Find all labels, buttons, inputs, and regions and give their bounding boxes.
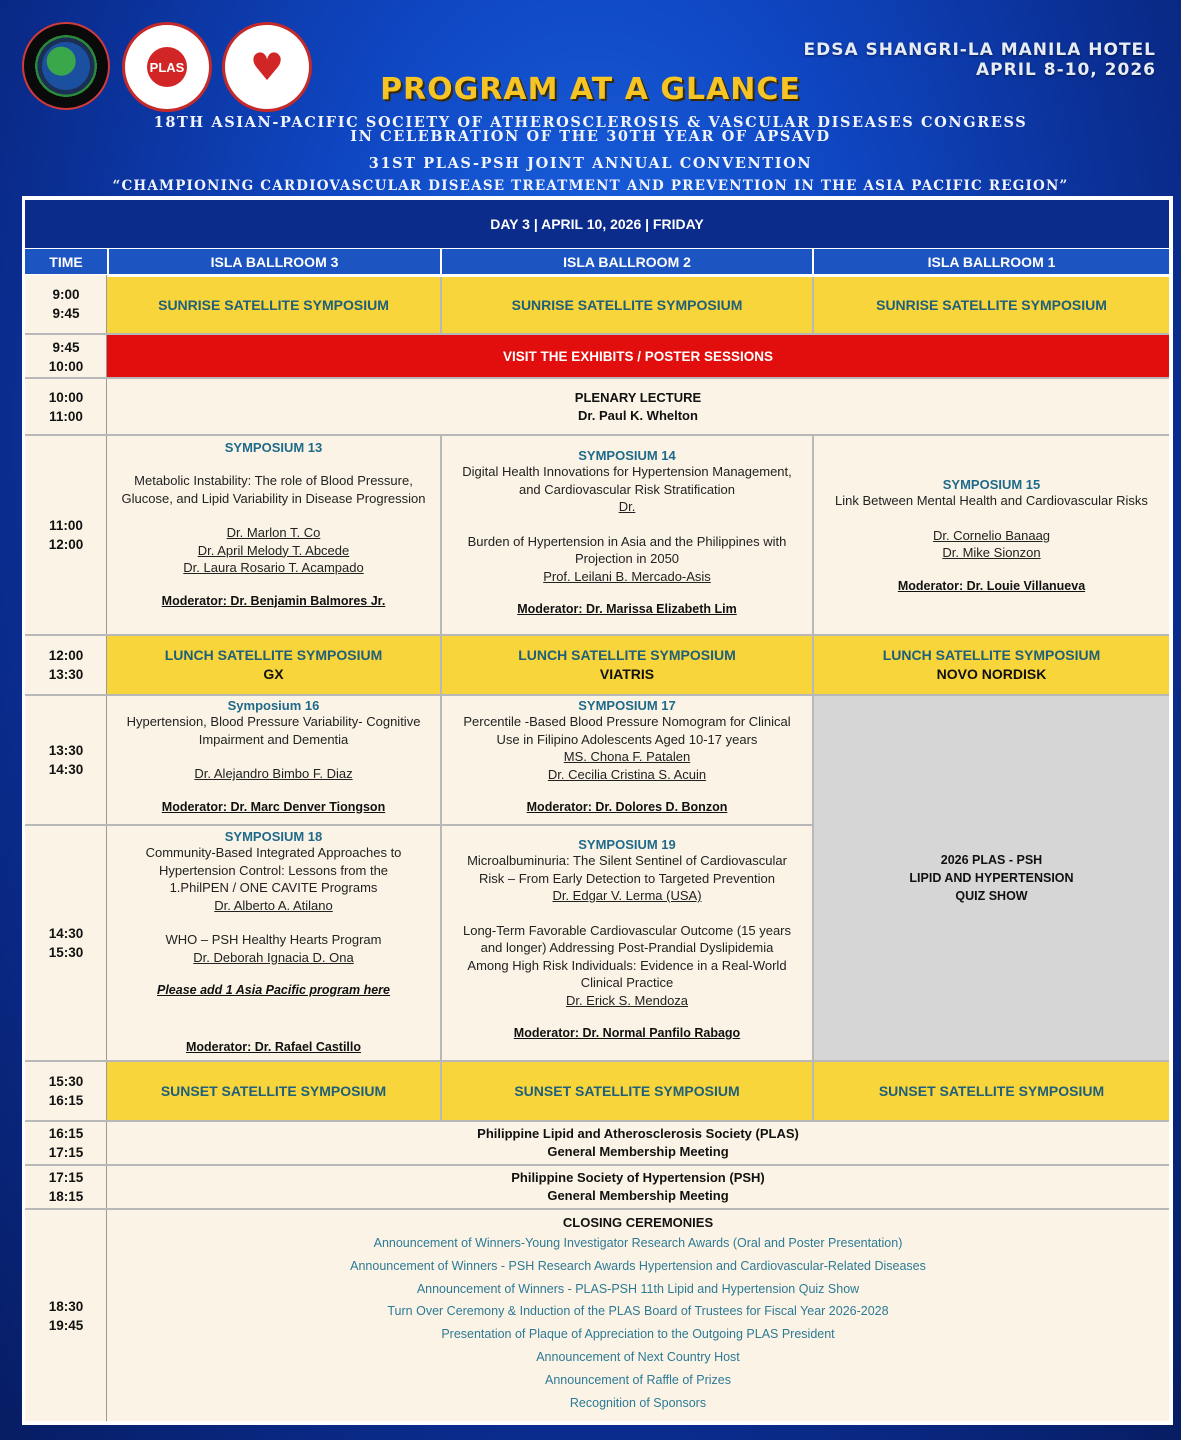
end-time: 19:45 [48,1317,84,1333]
symposium-14 [442,436,812,634]
end-time: 16:15 [48,1093,84,1108]
speaker: Dr. Cornelio Banaag [932,527,1051,543]
end-time: 10:00 [48,359,84,374]
topic-line: Hypertension Control: Lessons from the [158,862,389,878]
topic-line: Link Between Mental Health and Cardiovascular Risks [835,493,1148,509]
closing-item: Turn Over Ceremony & Induction of the PLAS Board of Trustees for Fiscal Year 2026-2028 [387,1304,889,1319]
speaker: Dr. Alejandro Bimbo F. Diaz [194,766,353,781]
meeting-title: Philippine Lipid and Atherosclerosis Society (PLAS) [477,1126,799,1141]
speaker: MS. Chona F. Patalen [563,749,691,764]
lunch-sponsor: VIATRIS [599,666,655,682]
start-time: 9:45 [52,340,80,355]
start-time: 14:30 [48,926,84,941]
col-header-room2: ISLA BALLROOM 2 [440,249,812,274]
speaker: Dr. Marlon T. Co [226,525,321,540]
divider [812,436,814,1120]
topic-line: Hypertension, Blood Pressure Variability- Cognitive [126,714,421,729]
lunch-room3 [107,636,440,694]
symposium-title: SYMPOSIUM 17 [578,698,676,713]
symposium-15 [814,436,1169,634]
quiz-show [814,696,1169,1060]
speaker: Dr. [618,499,636,514]
meeting-title: Philippine Society of Hypertension (PSH) [511,1170,765,1185]
subtitle-celebration: IN CELEBRATION OF THE 30TH YEAR OF APSAVD [350,128,831,145]
speaker: Dr. Mike Sionzon [942,545,1041,561]
sunrise-room1: SUNRISE SATELLITE SYMPOSIUM [814,277,1169,333]
lunch-label: LUNCH SATELLITE SYMPOSIUM [164,647,383,663]
sunrise-room2: SUNRISE SATELLITE SYMPOSIUM [442,277,812,333]
symposium-title: SYMPOSIUM 15 [942,477,1041,493]
plenary-lecture [107,379,1169,434]
topic-line: Glucose, and Lipid Variability in Disease Progression [121,490,426,506]
time-slot [25,1166,107,1208]
topic-line: Use in Filipino Adolescents Aged 10-17 years [496,731,758,747]
schedule-table [22,196,1173,1425]
meeting-subtitle: General Membership Meeting [547,1144,729,1159]
divider [25,1120,1169,1122]
lunch-sponsor: NOVO NORDISK [936,666,1047,682]
closing-title: CLOSING CEREMONIES [562,1215,714,1230]
quiz-line: QUIZ SHOW [955,889,1028,903]
time-slot [25,636,107,694]
start-time: 11:00 [49,518,83,533]
quiz-line: 2026 PLAS - PSH [940,853,1043,867]
col-header-room3: ISLA BALLROOM 3 [107,249,440,274]
symposium-17 [442,696,812,824]
end-time: 17:15 [48,1145,84,1160]
topic-line: Burden of Hypertension in Asia and the Philippines with [467,533,787,549]
speaker: Dr. Cecilia Cristina S. Acuin [547,766,707,782]
moderator: Moderator: Dr. Marc Denver Tiongson [161,799,386,814]
topic-line: and Cardiovascular Risk Stratification [518,481,736,497]
closing-item: Announcement of Next Country Host [536,1349,740,1364]
symposium-title: SYMPOSIUM 19 [578,837,676,852]
moderator: Moderator: Dr. Dolores D. Bonzon [526,800,728,814]
sunset-room1: SUNSET SATELLITE SYMPOSIUM [814,1062,1169,1120]
start-time: 12:00 [48,648,84,663]
symposium-18 [107,826,440,1060]
time-slot [25,379,107,434]
topic-line: Among High Risk Individuals: Evidence in a Real-World [467,957,787,973]
topic-line: Percentile -Based Blood Pressure Nomogram for Clinical [463,714,791,729]
symposium-title: SYMPOSIUM 13 [224,440,323,455]
time-slot [25,826,107,1060]
speaker: Dr. Deborah Ignacia D. Ona [193,949,354,965]
page-title: PROGRAM AT A GLANCE [380,72,801,107]
symposium-title: SYMPOSIUM 14 [578,448,676,463]
plas-logo-text: PLAS [147,47,187,87]
end-time: 13:30 [48,667,84,682]
topic-line: Impairment and Dementia [198,731,349,747]
closing-item: Announcement of Raffle of Prizes [545,1372,731,1387]
divider [25,377,1169,379]
event-dates: APRIL 8-10, 2026 [975,60,1156,80]
end-time: 11:00 [49,408,83,424]
end-time: 9:45 [52,306,80,321]
start-time: 9:00 [52,287,80,302]
moderator: Moderator: Dr. Marissa Elizabeth Lim [517,602,737,616]
moderator: Moderator: Dr. Benjamin Balmores Jr. [161,593,386,608]
topic-line: and longer) Addressing Post-Prandial Dyslipidemia [480,940,774,955]
plenary-title: PLENARY LECTURE [574,389,702,405]
meeting-subtitle: General Membership Meeting [547,1188,729,1203]
divider [812,277,814,333]
subtitle-convention: 31ST PLAS-PSH JOINT ANNUAL CONVENTION [368,155,813,172]
plas-meeting [107,1122,1169,1164]
speaker: Dr. Edgar V. Lerma (USA) [552,888,702,903]
time-slot [25,1210,107,1421]
start-time: 18:30 [48,1298,84,1314]
closing-item: Announcement of Winners - PSH Research Awards Hypertension and Cardiovascular-Related Diseases [350,1258,926,1273]
topic-line: WHO – PSH Healthy Hearts Program [165,932,382,947]
divider [25,634,1169,636]
quiz-line: LIPID AND HYPERTENSION [909,871,1074,885]
speaker: Dr. April Melody T. Abcede [197,542,350,558]
speaker: Dr. Laura Rosario T. Acampado [183,560,364,575]
col-header-room1: ISLA BALLROOM 1 [812,249,1169,274]
start-time: 15:30 [48,1074,84,1089]
symposium-16 [107,696,440,824]
topic-line: Risk – From Early Detection to Targeted Prevention [478,870,775,886]
closing-ceremonies [107,1210,1169,1421]
symposium-13 [107,436,440,634]
divider [25,1164,1169,1166]
time-slot [25,436,107,634]
symposium-title: Symposium 16 [227,698,320,713]
topic-line: Digital Health Innovations for Hypertension Management, [462,464,792,479]
sunset-room3: SUNSET SATELLITE SYMPOSIUM [107,1062,440,1120]
subtitle-congress: 18TH ASIAN-PACIFIC SOCIETY OF ATHEROSCLEROSIS & VASCULAR DISEASES CONGRESS [153,114,1028,131]
time-slot [25,335,107,379]
end-time: 15:30 [48,945,84,960]
lunch-room1 [814,636,1169,694]
venue-name: EDSA SHANGRI-LA MANILA HOTEL [803,40,1156,60]
plenary-speaker: Dr. Paul K. Whelton [578,407,698,423]
topic-line: Metabolic Instability: The role of Blood Pressure, [134,473,413,488]
lunch-label: LUNCH SATELLITE SYMPOSIUM [518,647,736,663]
sunset-room2: SUNSET SATELLITE SYMPOSIUM [442,1062,812,1120]
closing-item: Announcement of Winners-Young Investigator Research Awards (Oral and Poster Presentation) [373,1236,903,1250]
divider [440,436,442,1120]
speaker: Dr. Erick S. Mendoza [565,992,689,1008]
topic-line: Community-Based Integrated Approaches to [145,845,402,860]
lunch-sponsor: GX [263,666,284,682]
psh-meeting [107,1166,1169,1208]
speaker: Dr. Alberto A. Atilano [214,897,333,913]
heart-icon: ♥ [249,45,285,89]
start-time: 16:15 [48,1126,84,1141]
end-time: 12:00 [48,537,84,552]
time-slot [25,1122,107,1164]
start-time: 10:00 [48,389,84,405]
topic-line: Microalbuminuria: The Silent Sentinel of Cardiovascular [467,853,787,868]
lunch-room2 [442,636,812,694]
time-slot [25,275,107,333]
time-slot [25,696,107,824]
divider [25,333,1169,335]
end-time: 14:30 [48,762,84,777]
divider [440,277,442,333]
moderator: Moderator: Dr. Rafael Castillo [185,1040,362,1054]
start-time: 17:15 [48,1170,84,1185]
topic-line: Projection in 2050 [574,551,680,566]
speaker: Prof. Leilani B. Mercado-Asis [543,568,711,584]
moderator: Moderator: Dr. Normal Panfilo Rabago [513,1026,741,1040]
lunch-label: LUNCH SATELLITE SYMPOSIUM [882,647,1101,663]
subtitle-theme: “CHAMPIONING CARDIOVASCULAR DISEASE TREATMENT AND PREVENTION IN THE ASIA PACIFIC REGION” [112,178,1069,194]
sunrise-room3: SUNRISE SATELLITE SYMPOSIUM [107,277,440,333]
divider [25,1208,1169,1210]
divider [25,1060,1169,1062]
closing-item: Recognition of Sponsors [569,1395,707,1410]
exhibits-banner: VISIT THE EXHIBITS / POSTER SESSIONS [107,335,1169,377]
moderator: Moderator: Dr. Louie Villanueva [897,578,1086,593]
closing-item: Presentation of Plaque of Appreciation to the Outgoing PLAS President [441,1327,835,1342]
start-time: 13:30 [48,743,84,758]
symposium-title: SYMPOSIUM 18 [224,829,323,844]
end-time: 18:15 [48,1189,84,1204]
topic-line: Clinical Practice [580,975,674,990]
divider [25,694,1169,696]
divider [106,275,107,1421]
day-banner: DAY 3 | APRIL 10, 2026 | FRIDAY [25,200,1169,248]
divider [25,824,812,826]
program-note: Please add 1 Asia Pacific program here [157,983,390,997]
topic-line: 1.PhilPEN / ONE CAVITE Programs [169,880,378,895]
symposium-19 [442,826,812,1060]
col-header-time: TIME [25,249,107,274]
time-slot [25,1062,107,1120]
divider [25,434,1169,436]
topic-line: Long-Term Favorable Cardiovascular Outcome (15 years [462,922,792,938]
closing-item: Announcement of Winners - PLAS-PSH 11th Lipid and Hypertension Quiz Show [416,1281,860,1296]
